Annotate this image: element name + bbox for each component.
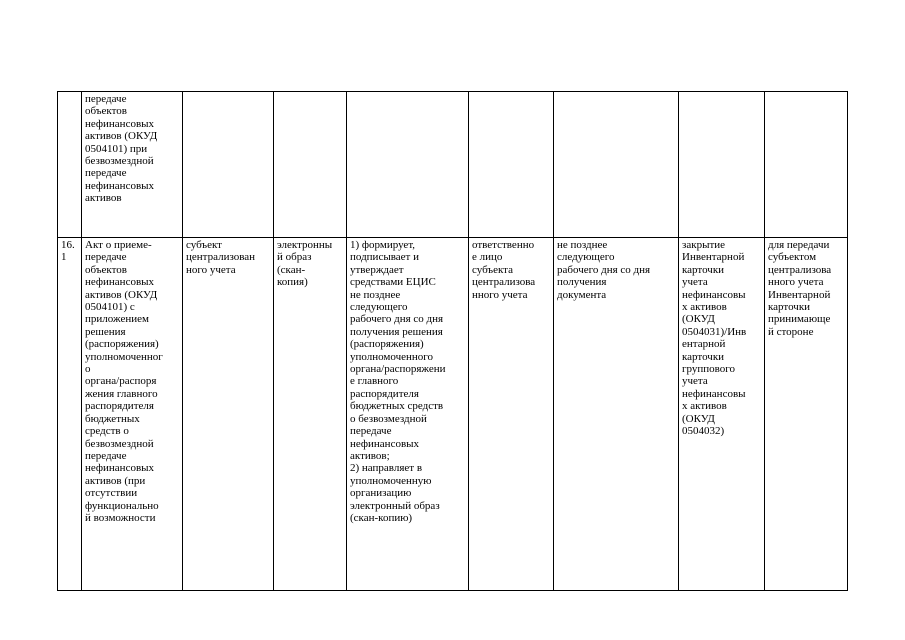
table-row [58,92,848,238]
table-row [58,238,848,591]
registers-cell: закрытие Инвентарной карточки учета нефинансовы х активов (ОКУД 0504031)/Инв ентарной карточки группового учета нефинансовы х активов (ОКУД 0504032) [679,238,765,591]
document-name-cell: Акт о приеме- передаче объектов нефинансовых активов (ОКУД 0504101) с приложением решения (распоряжения) уполномоченног о органа/распоря жения главного распорядителя бюджетных средств о безвозмездной передаче нефинансовых активов (при отсутствии функционально й возможности [82,238,183,591]
document-form-cell [274,92,347,238]
deadline-cell [554,92,679,238]
creator-cell [183,92,274,238]
creator-cell: субъект централизован ного учета [183,238,274,591]
procedure-table [57,91,848,591]
row-number-cell [58,92,82,238]
row-number-cell: 16. 1 [58,238,82,591]
deadline-cell: не позднее следующего рабочего дня со дня получения документа [554,238,679,591]
document-form-cell: электронны й образ (скан- копия) [274,238,347,591]
document-name-cell: передаче объектов нефинансовых активов (ОКУД 0504101) при безвозмездной передаче нефинансовых активов [82,92,183,238]
responsible-cell [469,92,554,238]
actions-cell [347,92,469,238]
purpose-cell [765,92,848,238]
purpose-cell: для передачи субъектом централизова нного учета Инвентарной карточки принимающе й стороне [765,238,848,591]
actions-cell: 1) формирует, подписывает и утверждает средствами ЕЦИС не позднее следующего рабочего дня со дня получения решения (распоряжения) уполномоченного органа/распоряжени е главного распорядителя бюджетных средств о безвозмездной передаче нефинансовых активов; 2) направляет в уполномоченную организацию электронный образ (скан-копию) [347,238,469,591]
registers-cell [679,92,765,238]
responsible-cell: ответственно е лицо субъекта централизова нного учета [469,238,554,591]
